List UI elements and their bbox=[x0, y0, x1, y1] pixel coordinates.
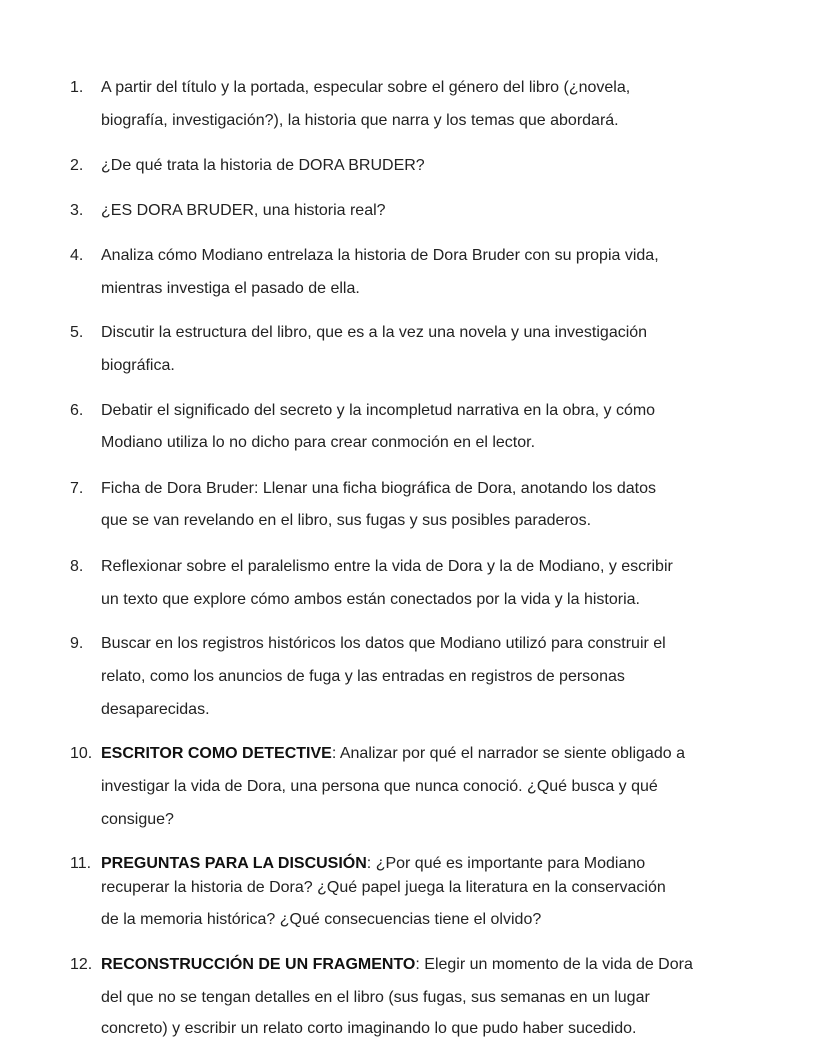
item-number: 1. bbox=[70, 79, 84, 96]
item-text-line: de la memoria histórica? ¿Qué consecuencias tiene el olvido? bbox=[101, 911, 542, 928]
item-text-line: investigar la vida de Dora, una persona que nunca conoció. ¿Qué busca y qué bbox=[101, 778, 658, 795]
item-text-line: concreto) y escribir un relato corto imaginando lo que pudo haber sucedido. bbox=[101, 1020, 637, 1037]
item-number: 9. bbox=[70, 635, 84, 652]
item-number: 6. bbox=[70, 402, 84, 419]
item-first-line bbox=[101, 854, 645, 874]
item-number: 7. bbox=[70, 480, 84, 497]
item-number: 12. bbox=[70, 956, 93, 973]
item-text-line: relato, como los anuncios de fuga y las entradas en registros de personas bbox=[101, 668, 625, 685]
item-first-line bbox=[101, 744, 685, 764]
item-text-line: biografía, investigación?), la historia que narra y los temas que abordará. bbox=[101, 112, 619, 129]
item-first-line bbox=[101, 955, 693, 975]
item-lead-rest: : Elegir un momento de la vida de Dora bbox=[415, 956, 693, 973]
item-number: 11. bbox=[70, 855, 92, 872]
item-text-line: consigue? bbox=[101, 811, 174, 828]
item-text-line: del que no se tengan detalles en el libro (sus fugas, sus semanas en un lugar bbox=[101, 989, 650, 1006]
item-text-line: que se van revelando en el libro, sus fugas y sus posibles paraderos. bbox=[101, 512, 592, 529]
item-number: 8. bbox=[70, 558, 84, 575]
item-lead-heading: RECONSTRUCCIÓN DE UN FRAGMENTO bbox=[101, 956, 416, 973]
item-text-line: ¿ES DORA BRUDER, una historia real? bbox=[101, 202, 386, 219]
item-text-line: biográfica. bbox=[101, 357, 175, 374]
item-text-line: Ficha de Dora Bruder: Llenar una ficha biográfica de Dora, anotando los datos bbox=[101, 480, 657, 497]
item-text-line: ¿De qué trata la historia de DORA BRUDER? bbox=[101, 157, 425, 174]
item-text-line: Modiano utiliza lo no dicho para crear conmoción en el lector. bbox=[101, 434, 536, 451]
item-text-line: recuperar la historia de Dora? ¿Qué papel juega la literatura en la conservación bbox=[101, 879, 666, 896]
item-text-line: mientras investiga el pasado de ella. bbox=[101, 280, 360, 297]
item-lead-rest: : Analizar por qué el narrador se siente obligado a bbox=[331, 745, 685, 762]
item-number: 5. bbox=[70, 324, 84, 341]
item-text-line: A partir del título y la portada, especular sobre el género del libro (¿novela, bbox=[101, 79, 631, 96]
item-text-line: Debatir el significado del secreto y la incompletud narrativa en la obra, y cómo bbox=[101, 402, 656, 419]
item-text-line: Buscar en los registros históricos los datos que Modiano utilizó para construir el bbox=[101, 635, 666, 652]
item-text-line: un texto que explore cómo ambos están conectados por la vida y la historia. bbox=[101, 591, 640, 608]
item-lead-heading: PREGUNTAS PARA LA DISCUSIÓN bbox=[101, 855, 367, 872]
item-number: 10. bbox=[70, 745, 93, 762]
item-text-line: Reflexionar sobre el paralelismo entre la vida de Dora y la de Modiano, y escribir bbox=[101, 558, 673, 575]
item-lead-heading: ESCRITOR COMO DETECTIVE bbox=[101, 745, 332, 762]
item-number: 4. bbox=[70, 247, 84, 264]
item-number: 2. bbox=[70, 157, 84, 174]
item-lead-rest: : ¿Por qué es importante para Modiano bbox=[366, 855, 646, 872]
item-text-line: desaparecidas. bbox=[101, 701, 210, 718]
item-text-line: Discutir la estructura del libro, que es a la vez una novela y una investigación bbox=[101, 324, 648, 341]
item-text-line: Analiza cómo Modiano entrelaza la historia de Dora Bruder con su propia vida, bbox=[101, 247, 659, 264]
item-number: 3. bbox=[70, 202, 84, 219]
